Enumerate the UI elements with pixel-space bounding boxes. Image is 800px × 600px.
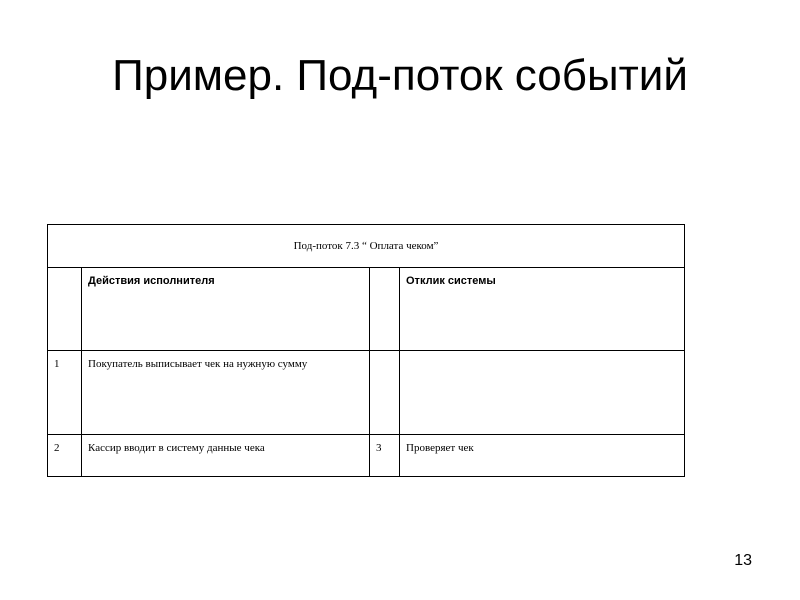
subflow-table: [47, 224, 685, 477]
header-actor-number: [48, 268, 81, 274]
actor-action-cell: [82, 434, 370, 476]
header-system-number: [370, 268, 399, 274]
header-actor-number-cell: [48, 268, 82, 351]
actor-action: Кассир вводит в систему данные чека: [88, 441, 265, 454]
table-caption: Под-поток 7.3 “ Оплата чеком”: [293, 240, 439, 253]
step-number: 2: [54, 441, 60, 454]
header-system-response: Отклик системы: [406, 275, 496, 288]
system-step-number: [370, 351, 399, 357]
step-number: 1: [54, 358, 60, 371]
system-response: [400, 351, 684, 357]
system-step-number: 3: [376, 441, 382, 454]
actor-action: Покупатель выписывает чек на нужную сумму: [88, 358, 308, 371]
header-system-cell: [400, 268, 685, 351]
step-number-cell: [48, 434, 82, 476]
table-header-row: [48, 268, 685, 351]
slide-title: Пример. Под-поток событий: [112, 51, 688, 100]
system-step-number-cell: [370, 434, 400, 476]
actor-action-cell: [82, 351, 370, 434]
system-response-cell: [400, 434, 685, 476]
table-caption-cell: [48, 225, 685, 268]
header-actor-actions: Действия исполнителя: [88, 275, 215, 288]
page-number: 13: [734, 552, 752, 569]
header-actor-cell: [82, 268, 370, 351]
system-step-number-cell: [370, 351, 400, 434]
table-caption-row: [48, 225, 685, 268]
header-system-number-cell: [370, 268, 400, 351]
system-response-cell: [400, 351, 685, 434]
step-number-cell: [48, 351, 82, 434]
system-response: Проверяет чек: [406, 441, 474, 454]
table-row: [48, 351, 685, 434]
table-row: [48, 434, 685, 476]
